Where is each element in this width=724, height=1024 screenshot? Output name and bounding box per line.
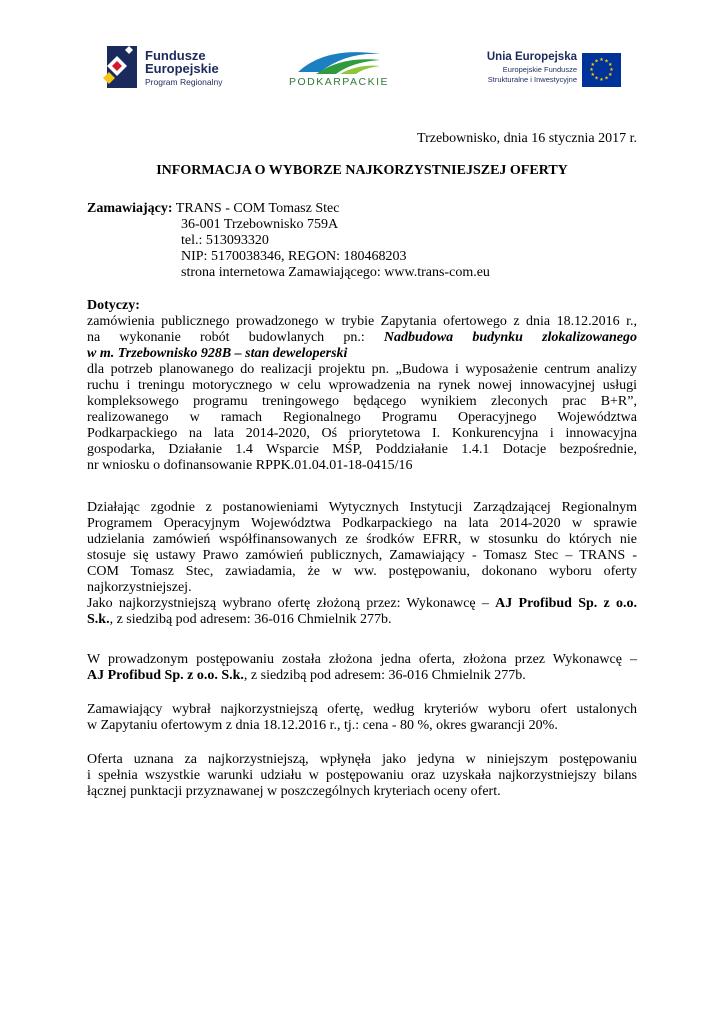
dotyczy-line xyxy=(87,330,637,346)
fundusze-europejskie-icon xyxy=(103,44,139,90)
zamawiajacy-phone: tel.: 513093320 xyxy=(181,233,269,248)
svg-text:★: ★ xyxy=(607,62,613,68)
logo-bar xyxy=(0,0,724,110)
decision-line: COM Tomasz Stec, zawiadamia, że w ww. postępowaniu, dokonano wyboru oferty xyxy=(87,564,637,579)
document-date: Trzebownisko, dnia 16 stycznia 2017 r. xyxy=(417,131,637,146)
dotyczy-line: ruchu i treningu motorycznego w celu wprowadzenia na rynek nowej innowacyjnej usługi xyxy=(87,378,637,393)
dotyczy-label: Dotyczy: xyxy=(87,298,140,313)
dotyczy-line: zamówienia publicznego prowadzonego w trybie Zapytania ofertowego z dnia 18.12.2016 r., xyxy=(87,314,637,329)
ue-line3: Strukturalne i Inwestycyjne xyxy=(487,75,577,84)
fundusze-line1: Fundusze xyxy=(145,48,206,63)
svg-text:★: ★ xyxy=(599,77,604,83)
offer-line: W prowadzonym postępowaniu została złożona jedna oferta, złożona przez Wykonawcę – xyxy=(87,652,637,667)
podkarpackie-hills-icon xyxy=(296,46,382,76)
svg-text:★: ★ xyxy=(609,67,614,73)
decision-line: Działając zgodnie z postanowieniami Wytycznych Instytucji Zarządzającej Regionalnym xyxy=(87,500,637,515)
zamawiajacy-block xyxy=(87,201,637,281)
decision-line-text: Jako najkorzystniejszą wybrano ofertę złożoną przez: Wykonawcę – xyxy=(87,596,489,611)
conclusion-line: łącznej punktacji przyznawanej w poszczególnych kryteriach oceny ofert. xyxy=(87,784,501,799)
decision-line: Programem Operacyjnym Województwa Podkarpackiego na lata 2014-2020 w sprawie xyxy=(87,516,637,531)
dotyczy-line: nr wniosku o dofinansowanie RPPK.01.04.01-18-0415/16 xyxy=(87,458,413,473)
zamawiajacy-label: Zamawiający: xyxy=(87,201,173,216)
dotyczy-line: realizowanego w ramach Regionalnego Programu Operacyjnego Województwa xyxy=(87,410,637,425)
project-title: Nadbudowa budynku zlokalizowanego xyxy=(383,330,637,345)
svg-text:★: ★ xyxy=(590,62,596,68)
svg-text:★: ★ xyxy=(604,75,609,82)
fundusze-line2: Europejskie xyxy=(145,61,219,76)
contractor-name: AJ Profibud Sp. z o.o. S.k. xyxy=(87,668,244,683)
svg-text:★: ★ xyxy=(594,75,599,82)
eu-flag-icon xyxy=(582,53,621,87)
criteria-line: Zamawiający wybrał najkorzystniejszą ofertę, według kryteriów wyboru ofert ustalonych xyxy=(87,702,637,717)
offer-paragraph xyxy=(87,652,637,684)
contractor-name: AJ Profibud Sp. z o.o. xyxy=(495,596,638,611)
svg-text:★: ★ xyxy=(604,58,609,65)
ue-line1: Unia Europejska xyxy=(486,51,577,63)
dotyczy-paragraph xyxy=(87,314,637,474)
decision-line: udzielania zamówień współfinansowanych ze środków EFRR, w stosunku do których nie xyxy=(87,532,637,547)
conclusion-line: i spełnia wszystkie warunki udziału w postępowaniu oraz uzyskała najkorzystniejszy bilans xyxy=(87,768,637,783)
dotyczy-line-text: na wykonanie robót budowlanych pn.: xyxy=(87,330,365,345)
dotyczy-line: Podkarpackiego na lata 2014-2020, Oś priorytetowa I. Konkurencyjna i innowacyjna xyxy=(87,426,637,441)
dotyczy-line: gospodarka, Działanie 1.4 Wsparcie MŚP, Poddziałanie 1.4.1 Dotacje bezpośrednie, xyxy=(87,442,637,457)
offer-line xyxy=(87,668,637,684)
criteria-paragraph xyxy=(87,702,637,734)
zamawiajacy-name: TRANS - COM Tomasz Stec xyxy=(175,201,340,216)
svg-text:★: ★ xyxy=(589,67,594,73)
ue-line2: Europejskie Fundusze xyxy=(502,65,577,74)
contractor-name-cont: S.k. xyxy=(87,612,110,627)
decision-paragraph xyxy=(87,500,637,628)
decision-line-text: , z siedzibą pod adresem: 36-016 Chmielnik 277b. xyxy=(109,612,392,627)
offer-line-text: , z siedzibą pod adresem: 36-016 Chmielnik 277b. xyxy=(243,668,526,683)
podkarpackie-logo xyxy=(284,44,394,92)
fundusze-europejskie-logo xyxy=(103,44,223,90)
podkarpackie-text: PODKARPACKIE xyxy=(288,76,390,88)
dotyczy-line: dla potrzeb planowanego do realizacji projektu pn. „Budowa i wyposażenie centrum analizy xyxy=(87,362,637,377)
svg-text:★: ★ xyxy=(590,72,596,78)
dotyczy-line: kompleksowego programu treningowego będącego wynikiem zleconych prac B+R”, xyxy=(87,394,637,409)
project-title-cont: w m. Trzebownisko 928B – stan deweloperski xyxy=(87,346,348,361)
dotyczy-line xyxy=(87,346,637,362)
document-heading: INFORMACJA O WYBORZE NAJKORZYSTNIEJSZEJ OFERTY xyxy=(156,163,568,178)
criteria-line: w Zapytaniu ofertowym z dnia 18.12.2016 r., tj.: cena - 80 %, okres gwarancji 20%. xyxy=(87,718,558,733)
zamawiajacy-address: 36-001 Trzebownisko 759A xyxy=(181,217,339,232)
conclusion-line: Oferta uznana za najkorzystniejszą, wpłynęła jako jedyna w niniejszym postępowaniu xyxy=(87,752,637,767)
svg-text:★: ★ xyxy=(594,58,599,65)
unia-europejska-logo xyxy=(482,50,624,90)
zamawiajacy-nip-regon: NIP: 5170038346, REGON: 180468203 xyxy=(181,249,407,264)
fundusze-line3: Program Regionalny xyxy=(145,77,223,87)
svg-text:★: ★ xyxy=(599,57,604,63)
decision-line xyxy=(87,612,637,628)
svg-text:★: ★ xyxy=(607,72,613,78)
conclusion-paragraph xyxy=(87,752,637,800)
decision-line xyxy=(87,596,637,612)
decision-line: najkorzystniejszej. xyxy=(87,580,192,595)
decision-line: stosuje się ustawy Prawo zamówień publicznych, Zamawiający - Tomasz Stec – TRANS - xyxy=(87,548,637,563)
zamawiajacy-website: strona internetowa Zamawiającego: www.trans-com.eu xyxy=(181,265,490,280)
